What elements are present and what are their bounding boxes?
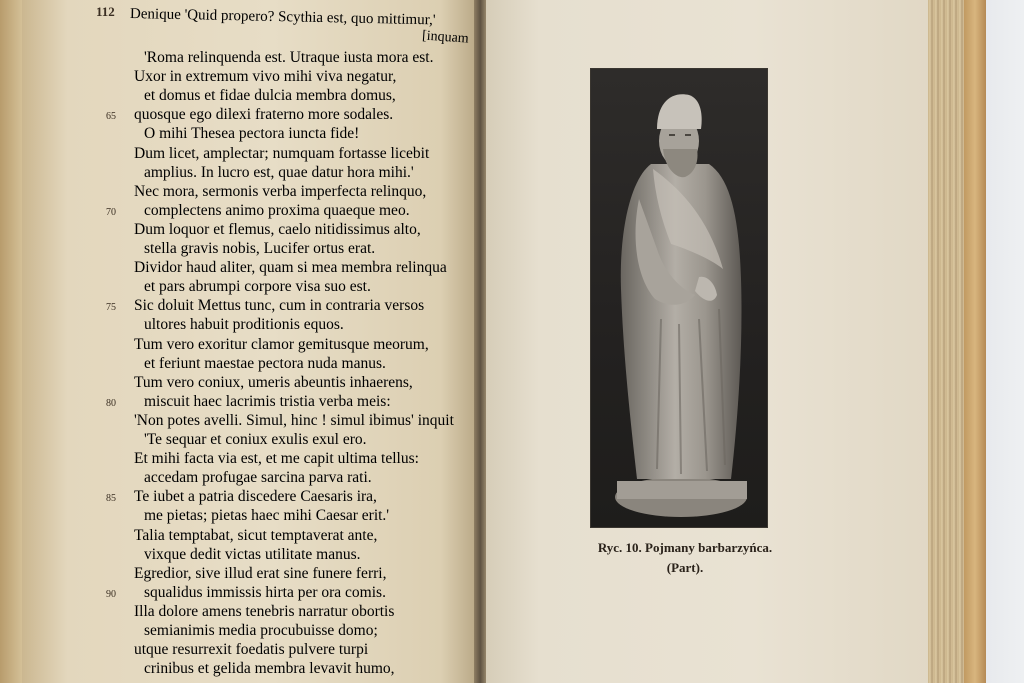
verse-line	[0, 487, 460, 507]
verse-text: Nec mora, sermonis verba imperfecta relinquo,	[134, 182, 427, 200]
verse-line	[0, 201, 460, 221]
verse-text: me pietas; pietas haec mihi Caesar erit.'	[144, 507, 390, 525]
verse-line	[0, 526, 460, 546]
verse-text: 'Te sequar et coniux exulis exul ero.	[144, 431, 367, 448]
line-number: 75	[106, 302, 116, 314]
verse-line	[0, 86, 460, 106]
verse-line	[0, 335, 460, 355]
verse-text: O mihi Thesea pectora iuncta fide!	[144, 125, 360, 143]
verse-line	[0, 67, 460, 87]
verse-text: Dividor haud aliter, quam si mea membra relinqua	[134, 259, 447, 277]
verse-text: Talia temptabat, sicut temptaverat ante,	[134, 526, 378, 544]
verse-line	[0, 621, 460, 641]
verse-line	[0, 392, 460, 412]
verse-text: Sic doluit Mettus tunc, cum in contraria versos	[134, 297, 425, 315]
verse-line	[0, 564, 460, 584]
line-number: 80	[106, 397, 116, 409]
verse-text: semianimis media procubuisse domo;	[144, 622, 378, 639]
verse-line	[0, 315, 460, 335]
verse-text: accedam profugae sarcina parva rati.	[144, 469, 372, 487]
verse-line	[0, 411, 460, 431]
verse-text: quosque ego dilexi fraterno more sodales.	[134, 106, 394, 124]
verse-text: stella gravis nobis, Lucifer ortus erat.	[144, 240, 376, 257]
verse-line	[0, 182, 460, 202]
verse-line	[0, 659, 460, 679]
verse-line	[0, 48, 460, 68]
verse-text: Et mihi facta via est, et me capit ultima tellus:	[134, 450, 419, 468]
verse-line	[0, 373, 460, 393]
verse-text: Te iubet a patria discedere Caesaris ira,	[134, 488, 377, 506]
verse-text: utque resurrexit foedatis pulvere turpi	[134, 641, 369, 659]
verse-text: et pars abrumpi corpore visa suo est.	[144, 278, 371, 296]
verse-text: Tum vero coniux, umeris abeuntis inhaerens,	[134, 373, 413, 391]
line-number: 90	[106, 588, 116, 600]
page-number: 112	[96, 4, 115, 19]
verse-line	[0, 220, 460, 240]
verse-line	[0, 602, 460, 622]
verse-text: crinibus et gelida membra levavit humo,	[144, 660, 395, 678]
verse-text: complectens animo proxima quaeque meo.	[144, 201, 410, 219]
verse-text: Illa dolore amens tenebris narratur obortis	[134, 602, 395, 620]
verse-text: amplius. In lucro est, quae datur hora mihi.'	[144, 163, 414, 181]
verse-line	[0, 354, 460, 374]
verse-text: et feriunt maestae pectora nuda manus.	[144, 354, 386, 372]
caption-source: (Part).	[666, 560, 704, 575]
line-number: 65	[106, 111, 116, 123]
verse-line	[0, 144, 460, 164]
verse-line	[0, 430, 460, 450]
verse-text: Egredior, sive illud erat sine funere ferri,	[134, 564, 387, 582]
verse-text: ultores habuit proditionis equos.	[144, 316, 344, 334]
verse-line	[0, 449, 460, 469]
verse-text: 'Roma relinquenda est. Utraque iusta mora est.	[144, 49, 434, 66]
verse-line	[0, 258, 460, 278]
verse-text: vixque dedit victas utilitate manus.	[144, 545, 361, 563]
verse-line	[0, 640, 460, 660]
verse-line	[0, 239, 460, 259]
verse-line	[0, 105, 460, 125]
statue-photograph	[590, 68, 768, 528]
verse-header-continuation: [inquam	[421, 28, 470, 47]
figure-caption	[560, 538, 810, 578]
verse-text: squalidus immissis hirta per ora comis.	[144, 583, 386, 601]
verse-text: 'Non potes avelli. Simul, hinc ! simul ibimus' inquit	[134, 411, 454, 429]
verse-text: miscuit haec lacrimis tristia verba meis:	[144, 392, 391, 410]
line-number: 70	[106, 206, 116, 218]
verse-line	[0, 545, 460, 565]
caption-title: Ryc. 10. Pojmany barbarzyńca.	[597, 540, 773, 555]
line-number: 85	[106, 493, 116, 505]
verse-line	[0, 124, 460, 144]
verse-text: et domus et fidae dulcia membra domus,	[144, 87, 396, 105]
verse-text: Dum licet, amplectar; numquam fortasse licebit	[134, 144, 430, 162]
verse-text: Tum vero exoritur clamor gemitusque meorum,	[134, 335, 429, 353]
page-stack-edge	[928, 0, 966, 683]
verse-line	[0, 506, 460, 526]
verse-header-line: Denique 'Quid propero? Scythia est, quo mittimur,'	[129, 6, 436, 29]
verse-text: Dum loquor et flemus, caelo nitidissimus alto,	[134, 220, 421, 238]
verse-line	[0, 583, 460, 603]
verse-line	[0, 163, 460, 183]
verse-line	[0, 277, 460, 297]
verse-line	[0, 468, 460, 488]
book-cover-edge	[964, 0, 986, 683]
verse-text: Uxor in extremum vivo mihi viva negatur,	[134, 68, 397, 86]
verse-line	[0, 296, 460, 316]
statue-figure-icon	[591, 69, 767, 527]
